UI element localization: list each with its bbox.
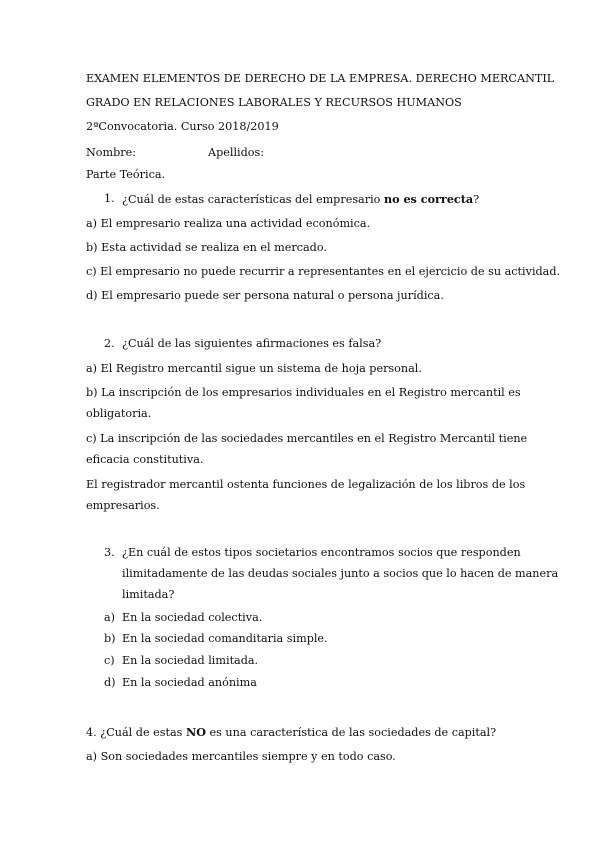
q2-option-b-cont: obligatoria. [86,407,152,420]
q3-option-a-letter: a) [104,611,116,624]
q3-text-line-1: ¿En cuál de estos tipos societarios encontramos socios que responden [122,546,521,559]
apellidos-label: Apellidos: [208,146,265,159]
q3-number: 3. [104,546,115,559]
nombre-label: Nombre: [86,146,137,159]
q2-option-d-cont: empresarios. [86,499,160,512]
q2-number: 2. [104,337,115,350]
q3-option-c-letter: c) [104,654,115,667]
q3-option-d-letter: d) [104,676,116,689]
q3-option-a: En la sociedad colectiva. [122,611,263,624]
degree-title: GRADO EN RELACIONES LABORALES Y RECURSOS HUMANOS [86,96,462,109]
q1-option-a: a) El empresario realiza una actividad económica. [86,217,371,230]
q1-text: ¿Cuál de estas características del empresario no es correcta? [122,192,480,206]
convocatoria: 2ªConvocatoria. Curso 2018/2019 [86,120,279,133]
q4-option-a: a) Son sociedades mercantiles siempre y en todo caso. [86,750,396,763]
q2-option-d: El registrador mercantil ostenta funciones de legalización de los libros de los [86,478,526,491]
q3-option-d: En la sociedad anónima [122,676,257,689]
q3-option-b: En la sociedad comanditaria simple. [122,632,328,645]
section-title: Parte Teórica. [86,168,166,181]
q2-option-a: a) El Registro mercantil sigue un sistema de hoja personal. [86,362,422,375]
q1-emphasis: no es correcta [383,192,474,206]
q3-option-c: En la sociedad limitada. [122,654,259,667]
q4-emphasis: NO [185,725,206,739]
exam-title: EXAMEN ELEMENTOS DE DERECHO DE LA EMPRESA. DERECHO MERCANTIL [86,72,555,85]
q3-option-b-letter: b) [104,632,116,645]
q2-option-b: b) La inscripción de los empresarios individuales en el Registro mercantil es [86,386,521,399]
q2-text: ¿Cuál de las siguientes afirmaciones es falsa? [122,337,382,350]
q2-option-c: c) La inscripción de las sociedades mercantiles en el Registro Mercantil tiene [86,432,528,445]
q1-option-b: b) Esta actividad se realiza en el mercado. [86,241,327,254]
q1-option-c: c) El empresario no puede recurrir a representantes en el ejercicio de su actividad. [86,265,561,278]
q2-option-c-cont: eficacia constitutiva. [86,453,204,466]
q1-number: 1. [104,192,115,205]
q4-text: 4. ¿Cuál de estas NO es una característica de las sociedades de capital? [86,725,497,739]
q3-text-line-3: limitada? [122,588,175,601]
q1-option-d: d) El empresario puede ser persona natural o persona jurídica. [86,289,444,302]
q3-text-line-2: ilimitadamente de las deudas sociales junto a socios que lo hacen de manera [122,567,559,580]
